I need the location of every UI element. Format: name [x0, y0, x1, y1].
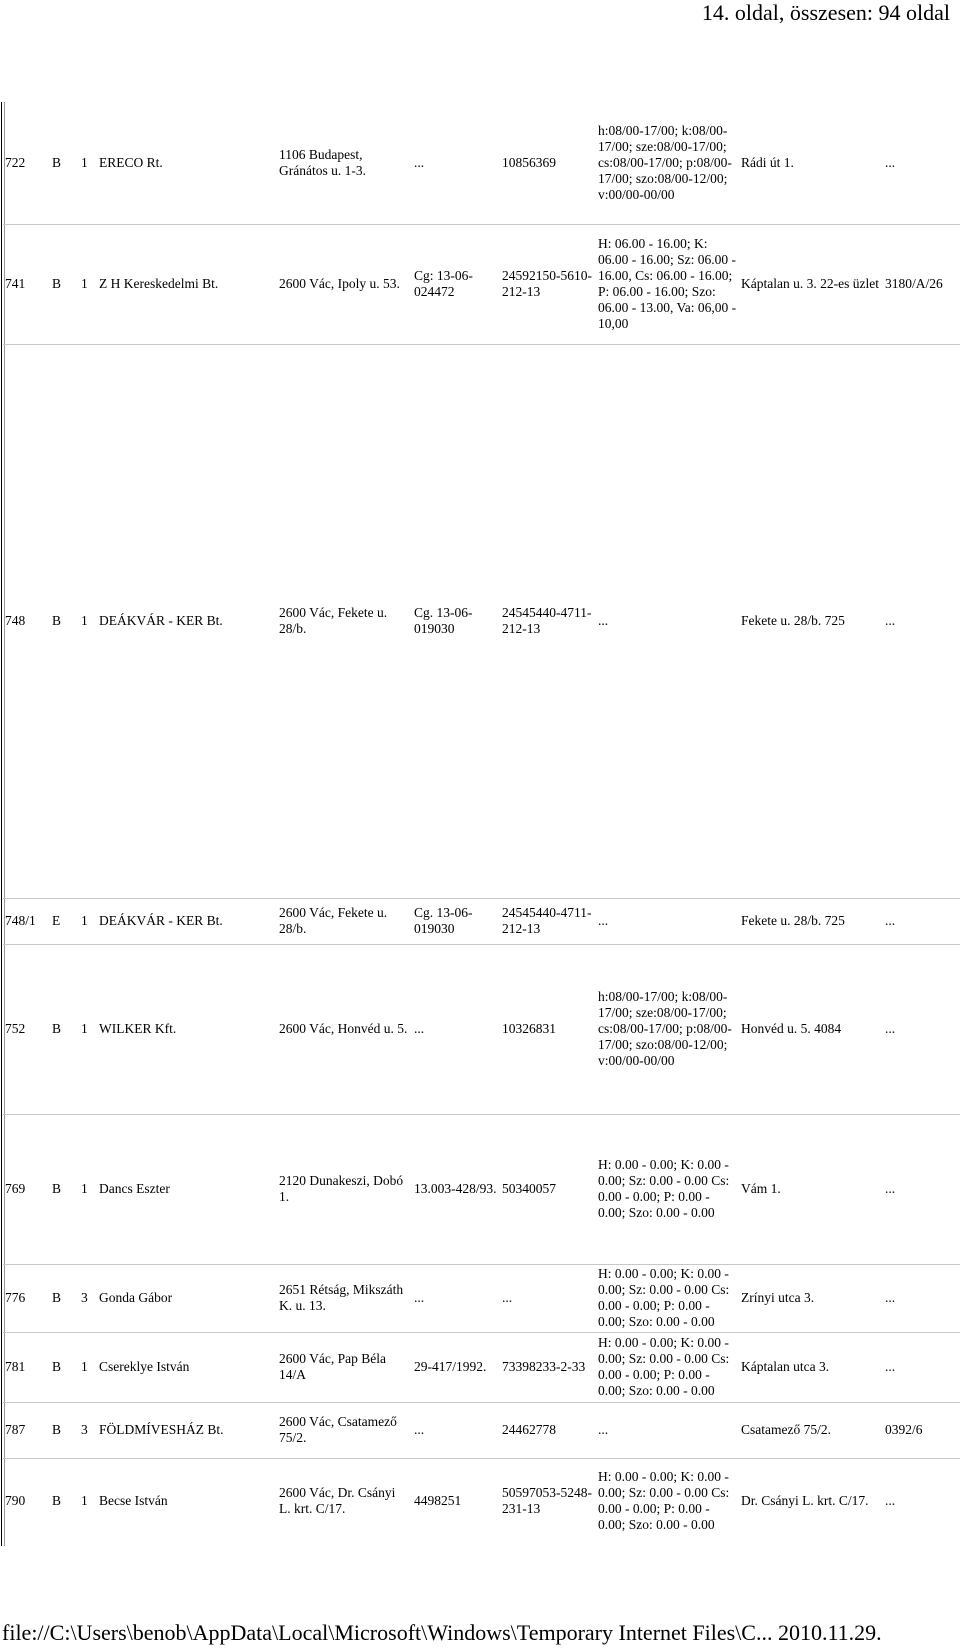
record-site: Dr. Csányi L. krt. C/17. [741, 1493, 869, 1509]
record-tax-number: 50597053-5248-231-13 [502, 1485, 592, 1517]
record-site: Csatamező 75/2. [739, 1402, 883, 1458]
record-category: E [50, 898, 79, 944]
record-registration: Cg. 13-06-019030 [412, 344, 500, 898]
record-name: Becse István [99, 1493, 168, 1509]
record-name: Z H Kereskedelmi Bt. [97, 224, 277, 344]
table-row [3, 224, 960, 344]
record-number: 748/1 [3, 898, 50, 944]
record-registration: Cg. 13-06-019030 [412, 898, 500, 944]
record-opening-hours: ... [596, 898, 739, 944]
record-count: 1 [81, 1493, 88, 1509]
table-row [3, 1114, 960, 1264]
record-number: 752 [3, 944, 50, 1114]
record-registration: ... [412, 102, 500, 224]
record-reference: ... [883, 1114, 960, 1264]
record-opening-hours: H: 06.00 - 16.00; K: 06.00 - 16.00; Sz: 06.00 - 16.00, Cs: 06.00 - 16.00; P: 06.00 - 16.00; Szo: 06.00 - 13.00, Va: 06,00 - 10,00 [596, 224, 739, 344]
table-row [3, 102, 960, 224]
record-name: Gonda Gábor [97, 1264, 277, 1332]
record-reference: ... [883, 1332, 960, 1402]
record-registration: 29-417/1992. [412, 1332, 500, 1402]
record-name: DEÁKVÁR - KER Bt. [97, 344, 277, 898]
record-registration: Cg: 13-06-024472 [412, 224, 500, 344]
record-number: 722 [3, 102, 50, 224]
record-registration: 13.003-428/93. [412, 1114, 500, 1264]
record-tax-number: 10326831 [500, 944, 596, 1114]
record-name: WILKER Kft. [97, 944, 277, 1114]
record-count: 1 [79, 344, 97, 898]
record-opening-hours: h:08/00-17/00; k:08/00-17/00; sze:08/00-17/00; cs:08/00-17/00; p:08/00-17/00; szo:08/00-12/00; v:00/00-00/00 [596, 944, 739, 1114]
record-category: B [50, 1402, 79, 1458]
record-reference: ... [883, 1264, 960, 1332]
record-number: 790 [5, 1493, 26, 1509]
record-number: 787 [3, 1402, 50, 1458]
record-address: 1106 Budapest, Gránátos u. 1-3. [277, 102, 412, 224]
footer-date: 2010.11.29. [777, 1620, 882, 1645]
record-address: 2600 Vác, Honvéd u. 5. [277, 944, 412, 1114]
record-reference: 0392/6 [883, 1402, 960, 1458]
record-opening-hours: ... [596, 344, 739, 898]
record-reference: ... [883, 102, 960, 224]
record-name: DEÁKVÁR - KER Bt. [97, 898, 277, 944]
record-number: 769 [3, 1114, 50, 1264]
record-address: 2600 Vác, Fekete u. 28/b. [277, 898, 412, 944]
record-tax-number: 24462778 [500, 1402, 596, 1458]
record-category: B [50, 102, 79, 224]
record-address: 2600 Vác, Dr. Csányi L. krt. C/17. [279, 1485, 396, 1517]
table-row [3, 1264, 960, 1332]
record-count: 1 [79, 898, 97, 944]
record-site: Rádi út 1. [739, 102, 883, 224]
record-reference: ... [883, 344, 960, 898]
table-row [3, 898, 960, 944]
record-opening-hours: H: 0.00 - 0.00; K: 0.00 - 0.00; Sz: 0.00 - 0.00 Cs: 0.00 - 0.00; P: 0.00 - 0.00; Szo: 0.00 - 0.00 [596, 1114, 739, 1264]
record-count: 1 [79, 224, 97, 344]
footer-file-path: file://C:\Users\benob\AppData\Local\Microsoft\Windows\Temporary Internet Files\C... [2, 1620, 773, 1645]
table-left-border [1, 102, 2, 1546]
record-address: 2600 Vác, Csatamező 75/2. [277, 1402, 412, 1458]
record-site: Fekete u. 28/b. 725 [739, 898, 883, 944]
record-registration: ... [412, 1402, 500, 1458]
record-site: Honvéd u. 5. 4084 [739, 944, 883, 1114]
record-category: B [50, 1114, 79, 1264]
table-row [3, 1458, 960, 1544]
record-number: 781 [3, 1332, 50, 1402]
record-name: Csereklye István [97, 1332, 277, 1402]
record-opening-hours: H: 0.00 - 0.00; K: 0.00 - 0.00; Sz: 0.00 - 0.00 Cs: 0.00 - 0.00; P: 0.00 - 0.00; Szo: 0.00 - 0.00 [598, 1469, 730, 1533]
record-site: Káptalan u. 3. 22-es üzlet [739, 224, 883, 344]
record-category: B [50, 1332, 79, 1402]
record-address: 2600 Vác, Pap Béla 14/A [277, 1332, 412, 1402]
record-reference: ... [885, 1493, 896, 1509]
records-table [3, 102, 960, 1544]
record-count: 1 [79, 944, 97, 1114]
record-opening-hours: H: 0.00 - 0.00; K: 0.00 - 0.00; Sz: 0.00 - 0.00 Cs: 0.00 - 0.00; P: 0.00 - 0.00; Szo: 0.00 - 0.00 [596, 1264, 739, 1332]
record-category: B [50, 944, 79, 1114]
table-row [3, 1332, 960, 1402]
record-tax-number: 50340057 [500, 1114, 596, 1264]
record-tax-number: 73398233-2-33 [500, 1332, 596, 1402]
record-reference: ... [883, 898, 960, 944]
record-category: B [50, 224, 79, 344]
record-tax-number: ... [500, 1264, 596, 1332]
record-site: Vám 1. [739, 1114, 883, 1264]
table-row [3, 344, 960, 898]
record-name: Dancs Eszter [97, 1114, 277, 1264]
record-tax-number: 24545440-4711-212-13 [500, 344, 596, 898]
record-address: 2120 Dunakeszi, Dobó 1. [277, 1114, 412, 1264]
record-address: 2600 Vác, Ipoly u. 53. [277, 224, 412, 344]
record-tax-number: 24592150-5610-212-13 [500, 224, 596, 344]
record-name: ERECO Rt. [97, 102, 277, 224]
record-count: 3 [79, 1264, 97, 1332]
record-reference: 3180/A/26 [883, 224, 960, 344]
record-registration: ... [412, 1264, 500, 1332]
record-reference: ... [883, 944, 960, 1114]
record-category: B [50, 1264, 79, 1332]
record-registration: ... [412, 944, 500, 1114]
table-row [3, 944, 960, 1114]
record-tax-number: 10856369 [500, 102, 596, 224]
record-opening-hours: H: 0.00 - 0.00; K: 0.00 - 0.00; Sz: 0.00 - 0.00 Cs: 0.00 - 0.00; P: 0.00 - 0.00; Szo: 0.00 - 0.00 [596, 1332, 739, 1402]
record-name: FÖLDMÍVESHÁZ Bt. [97, 1402, 277, 1458]
record-opening-hours: ... [596, 1402, 739, 1458]
record-opening-hours: h:08/00-17/00; k:08/00-17/00; sze:08/00-17/00; cs:08/00-17/00; p:08/00-17/00; szo:08/00-12/00; v:00/00-00/00 [596, 102, 739, 224]
record-number: 776 [3, 1264, 50, 1332]
record-number: 741 [3, 224, 50, 344]
record-site: Fekete u. 28/b. 725 [739, 344, 883, 898]
record-count: 1 [79, 1114, 97, 1264]
page-footer [2, 1620, 882, 1646]
record-category: B [52, 1493, 62, 1509]
record-count: 1 [79, 1332, 97, 1402]
record-tax-number: 24545440-4711-212-13 [500, 898, 596, 944]
record-count: 3 [79, 1402, 97, 1458]
record-category: B [50, 344, 79, 898]
record-site: Káptalan utca 3. [739, 1332, 883, 1402]
record-address: 2600 Vác, Fekete u. 28/b. [277, 344, 412, 898]
record-address: 2651 Rétság, Mikszáth K. u. 13. [277, 1264, 412, 1332]
table-row [3, 1402, 960, 1458]
record-site: Zrínyi utca 3. [739, 1264, 883, 1332]
record-number: 748 [3, 344, 50, 898]
record-registration: 4498251 [414, 1493, 462, 1509]
record-count: 1 [79, 102, 97, 224]
page-header: 14. oldal, összesen: 94 oldal [701, 0, 950, 25]
